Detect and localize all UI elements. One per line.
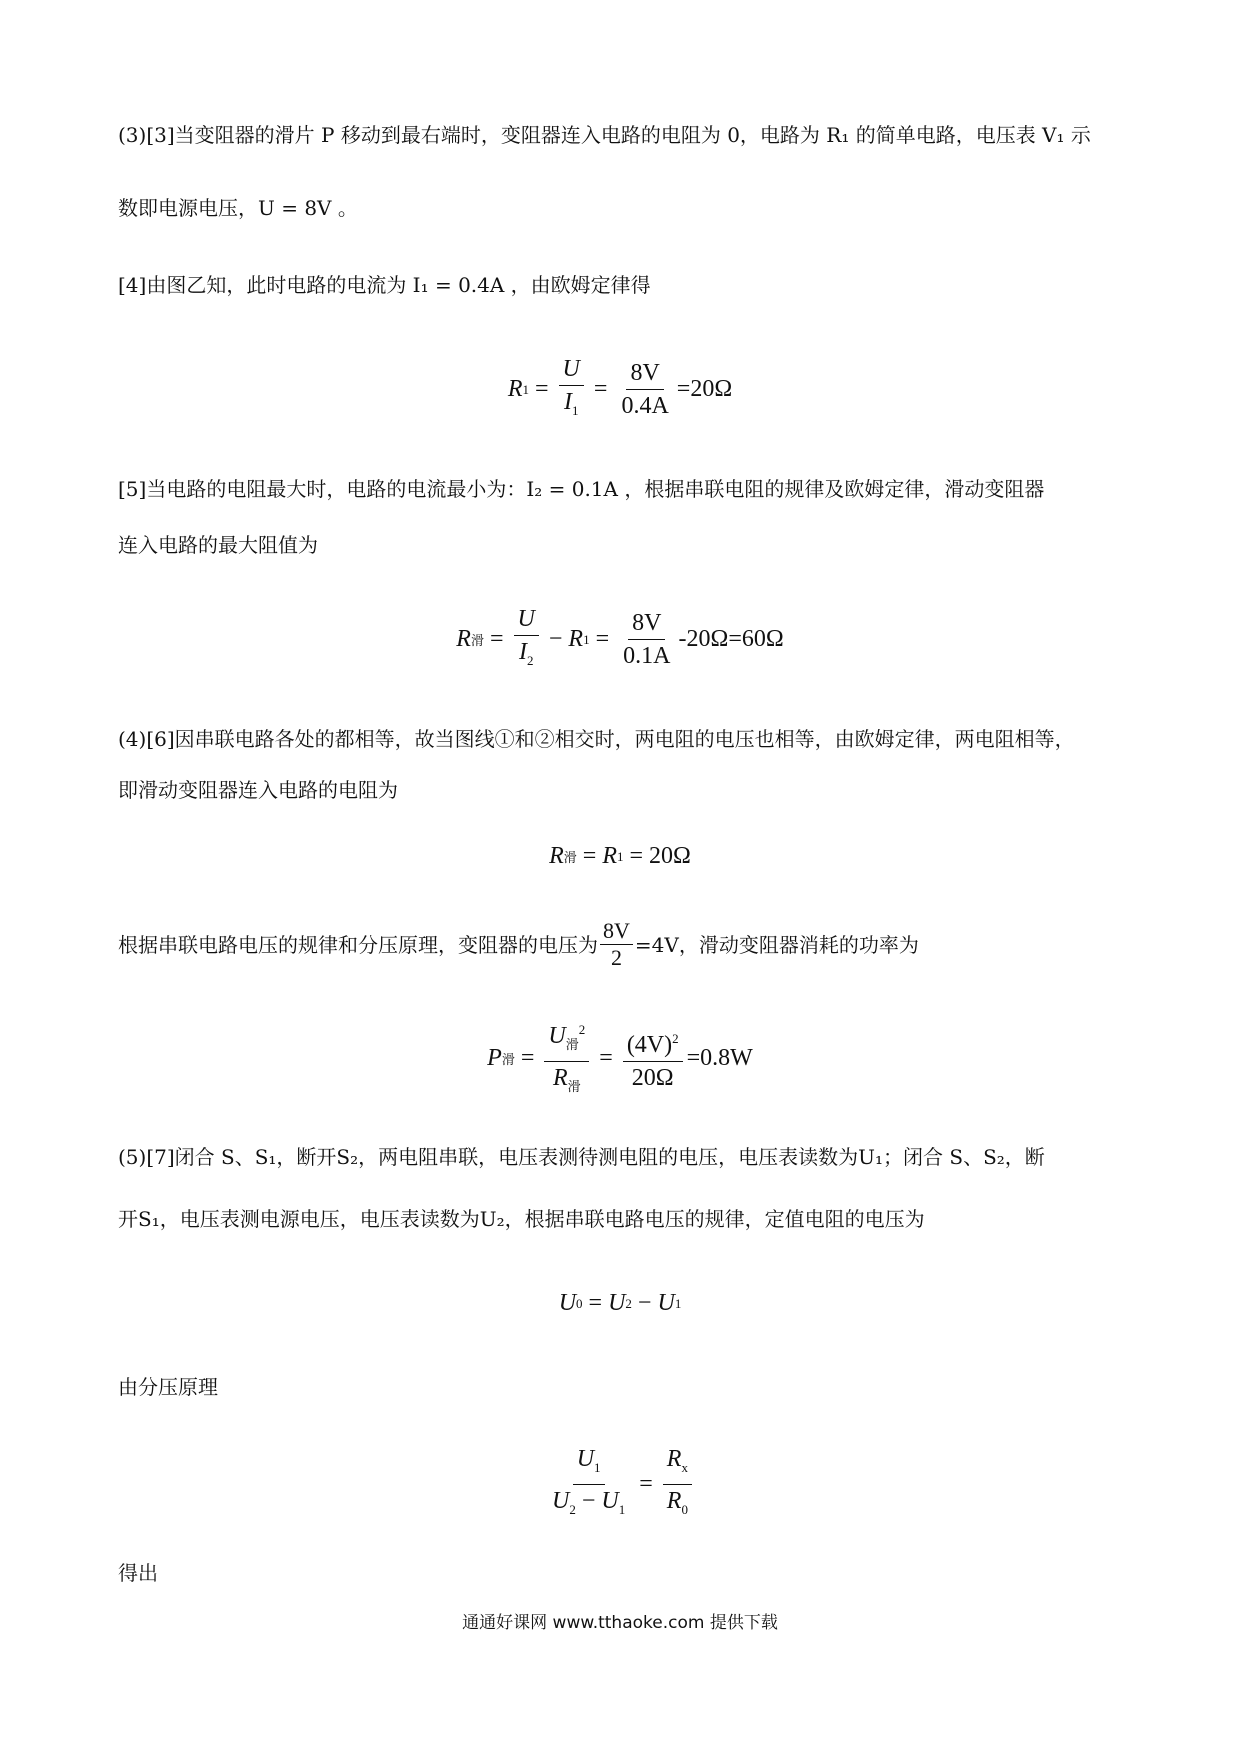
paragraph-5-line-2: 连入电路的最大阻值为 [118, 533, 318, 557]
formula-result: =0.8W [686, 1044, 753, 1071]
formula-r1: R 1 = $\frac{U}{I_1}$ = $\frac{8V}{0.4A}$ =20Ω [0, 355, 1240, 425]
fraction-denominator: U [601, 1487, 619, 1514]
inline-fraction [600, 918, 633, 971]
fraction-numerator: U [576, 1446, 595, 1472]
formula-subscript: 2 [526, 652, 534, 668]
paragraph-6-line-1: (4)[6]因串联电路各处的都相等，故当图线①和②相交时，两电阻的电压也相等，由欧姆定律，两电阻相等， [118, 727, 1075, 751]
formula-u0: U 0 = U 2 − U 1 [558, 1290, 682, 1316]
fraction-numerator: 8V [600, 918, 633, 945]
fraction-numerator: U [559, 355, 584, 386]
fraction [617, 359, 672, 420]
formula-subscript: 1 [594, 1459, 601, 1475]
formula-symbol: R [568, 626, 584, 653]
paragraph-3-line-2: 数即电源电压，U = 8V 。 [118, 196, 358, 220]
fraction: $\frac{U_1}{U_2 - U_1}$ [552, 1446, 626, 1517]
fraction-denominator: I [563, 389, 572, 415]
formula-subscript: 滑 [501, 1051, 515, 1067]
formula-subscript: 1 [571, 402, 579, 418]
formula-symbol: U [657, 1290, 675, 1316]
page-footer: 通通好课网 www.tthaoke.com 提供下载 [462, 1613, 778, 1633]
formula-subscript: 滑 [565, 1036, 579, 1052]
paragraph-result: 得出 [118, 1561, 158, 1585]
fraction-numerator: 8V [626, 359, 663, 390]
paragraph-6-line-2: 即滑动变阻器连入电路的电阻为 [118, 778, 398, 802]
fraction-denominator: 0.1A [623, 643, 671, 670]
formula-subscript: 滑 [563, 850, 577, 865]
formula-symbol: P [487, 1044, 502, 1071]
formula-symbol: R [507, 376, 523, 403]
fraction-numerator: U [548, 1023, 566, 1049]
formula-subscript: 1 [583, 631, 590, 647]
paragraph-divider: 由分压原理 [118, 1375, 218, 1399]
paragraph-4: [4]由图乙知，此时电路的电流为 I₁ = 0.4A ，由欧姆定律得 [118, 273, 651, 297]
paragraph-power [118, 918, 1128, 971]
fraction-numerator: 8V [628, 609, 665, 640]
formula-subscript: 1 [617, 848, 624, 864]
formula-symbol: U [608, 1290, 626, 1316]
fraction [544, 1016, 589, 1101]
formula-subscript: 滑 [470, 633, 484, 649]
formula-subscript: 2 [625, 1295, 632, 1311]
formula-subscript: 滑 [567, 1078, 581, 1094]
formula-r-slide-max: R 滑 = $\frac{U}{I_2}$ − R 1 = $\frac{8V}{0.1A}$ -20Ω=60Ω [0, 605, 1240, 675]
paragraph-power-suffix: =4V，滑动变阻器消耗的功率为 [634, 932, 919, 957]
paragraph-7-line-2: 开S₁，电压表测电源电压，电压表读数为U₂，根据串联电路电压的规律，定值电阻的电压为 [118, 1207, 925, 1231]
fraction-denominator: R [666, 1487, 682, 1514]
fraction-denominator: 0.4A [621, 393, 669, 420]
formula-subscript: 0 [576, 1295, 583, 1311]
fraction [514, 605, 539, 675]
formula-r-slide-equal: R 滑 = R 1 = 20Ω [549, 843, 691, 869]
formula-superscript: 2 [672, 1030, 679, 1046]
fraction [663, 1445, 692, 1524]
formula-result: =20Ω [676, 376, 733, 403]
fraction [623, 1025, 683, 1092]
paragraph-3-line-1: (3)[3]当变阻器的滑片 P 移动到最右端时，变阻器连入电路的电阻为 0，电路为 R₁ 的简单电路，电压表 V₁ 示 [118, 123, 1091, 147]
fraction-numerator: (4V) [626, 1031, 673, 1058]
formula-result: -20Ω=60Ω [678, 626, 784, 653]
formula-ratio: $\frac{U_1}{U_2 - U_1}$ = $\frac{R_x}{R_0}$ [0, 1445, 1240, 1524]
fraction-numerator: R [666, 1446, 682, 1472]
paragraph-5-line-1: [5]当电路的电阻最大时，电路的电流最小为：I₂ = 0.1A ，根据串联电阻的规律及欧姆定律，滑动变阻器 [118, 477, 1045, 501]
formula-symbol: R [456, 626, 471, 653]
fraction [559, 355, 584, 425]
formula-subscript: 2 [569, 1501, 576, 1517]
formula-subscript: 1 [522, 381, 529, 397]
fraction [619, 609, 674, 670]
paragraph-power-prefix: 根据串联电路电压的规律和分压原理，变阻器的电压为 [118, 932, 598, 957]
fraction-denominator: U [552, 1487, 570, 1514]
formula-symbol: R [602, 843, 617, 869]
formula-result: 20Ω [649, 843, 691, 869]
paragraph-7-line-1: (5)[7]闭合 S、S₁，断开S₂，两电阻串联，电压表测待测电阻的电压，电压表读数为U₁；闭合 S、S₂，断 [118, 1145, 1045, 1169]
formula-symbol: R [549, 843, 564, 869]
formula-subscript: 1 [618, 1501, 626, 1517]
fraction-denominator: 20Ω [631, 1064, 674, 1091]
fraction-denominator: 2 [610, 945, 622, 970]
fraction-denominator: R [552, 1064, 568, 1091]
formula-power: P 滑 = $\frac{U_滑^2}{R_滑}$ = $\frac{(4V)^2}{20\Omega}$ =0.8W [0, 1016, 1240, 1101]
fraction-numerator: U [514, 605, 539, 636]
formula-superscript: 2 [578, 1022, 586, 1037]
formula-subscript: 1 [674, 1295, 682, 1311]
fraction-denominator: I [518, 639, 527, 665]
formula-subscript: x [681, 1459, 688, 1475]
formula-symbol: U [558, 1290, 577, 1316]
formula-subscript: 0 [681, 1501, 688, 1517]
